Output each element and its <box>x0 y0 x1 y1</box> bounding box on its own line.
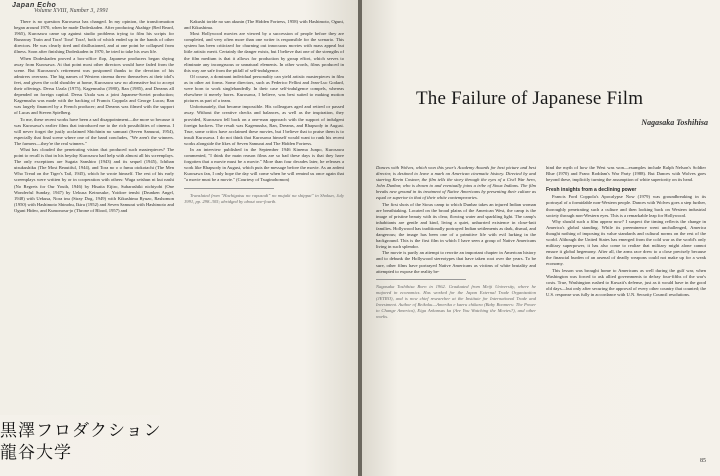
translation-note: Translated from "Hachigatsu no rapusodi" no mujaki na shippai" in Shokun, July 1991, pp. 298–305; abridged by about one-fourth. <box>184 192 344 204</box>
right-page <box>362 0 720 476</box>
left-column-1 <box>14 19 174 214</box>
watermark-line: 龍谷大学 <box>0 443 72 463</box>
paragraph: To me, these recent works have been a sad disappointment—the more so because it was Kurosawa's earlier films that introduced me to the rich possibilities of cinema. I will never forget the justly acclaimed Shichinin no samurai (Seven Samurai, 1954), especially that final scene where one of the band concludes, "We aren't the winners. The farmers—they're the real winners." <box>14 116 174 146</box>
left-page <box>0 0 358 476</box>
section-subhead: Fresh insights from a declining power <box>546 187 637 194</box>
paragraph: Unfortunately, that became impossible. His colleagues aged and retired or passed away. Without the creative checks and balances, as well as the inspiration, they provided, Kurosawa fell back on a one-man approach with the support of indulgent foreign backers. The result was Kagemusha, Ran, Dreams, and Rhapsody in August. True, some critics have acclaimed these movies, but I believe that to praise them is to insult Kurosawa. I do not think that Kurosawa himself would want to rank his recent works alongside the likes of Seven Samurai and The Hidden Fortress. <box>184 104 344 146</box>
paragraph: Francis Ford Coppola's Apocalypse Now (1979) was groundbreaking in its portrayal of a formidable non-Western people. Dances with Wolves goes a step further, thoroughly penetrating such a culture and then looking back on Western industrial society through non-Western eyes. This is a remarkable leap for Hollywood. <box>546 194 706 218</box>
paragraph: Kakushi toride no san akunin (The Hidden Fortress, 1958) with Hashimoto, Oguni, and Kikushima. <box>184 19 344 31</box>
article-author: Nagasaka Toshihisa <box>641 118 708 127</box>
right-column-2 <box>546 165 706 298</box>
paragraph: When Dodeskaden proved a box-office flop, Japanese producers began shying away from Kurosawa. At that point most other directors would have faded from the scene. But Kurosawa's retirement was postponed thanks to the devotion of his admirers overseas. The big names of Western cinema threw themselves at their idol's feet, and given the cold shoulder at home, Kurosawa saw no alternative but to accept their offerings. Dersu Uzala (1975), Kagemusha (1980), Ran (1985), and Dreams all depended on foreign capital. Dersu Uzala was a joint Japanese-Soviet production; Kagemusha was made with the backing of Francis Coppola and George Lucas; Ran was largely financed by a French producer; and Dreams was filmed with the support of Lucas and Steven Spielberg. <box>14 55 174 116</box>
paragraph: hind the myth of how the West was won—examples include Ralph Nelson's Soldier Blue (1970) and Franc Roddam's War Party (1988). But Dances with Wolves goes beyond these, implicitly turning the assumption of white superiority on its head. <box>546 165 706 183</box>
paragraph: The movie is partly an attempt to rewrite an important chapter in American history and to debunk the Hollywood stereotypes that have taken root over the years. To be sure, other films have portrayed Native Americans as victims of white brutality and attempted to expose the reality be- <box>376 250 536 274</box>
paragraph: Why should such a film appear now? I suspect the timing reflects the change in America's global standing. While its preeminence went unchallenged, America thought nothing of imposing its value standards and cultural norms on the rest of the world. Although the United States has emerged from the cold war as the world's only military superpower, it has also come to realize that military might alone cannot ensure it global hegemony. After all, the arms race drew to a close precisely because the financial burden of an arsenal of deadly weapons could not make up for a weak economy. <box>546 218 706 267</box>
author-bio: Nagasaka Toshihisa Born in 1962. Graduated from Meiji University, where he majored in economics. Has worked for the Japan External Trade Organization (JETRO), and is now chief researcher at the Institute for International Trade and Investment. Author of Beikoku—Amerika e kaeru chikara (Baby Boomers: The Power to Change America), Eiga Arkansas ka (Are You Watching the Movies?), and other works. <box>376 283 536 320</box>
issue-line: Volume XVIII, Number 3, 1991 <box>34 8 109 14</box>
divider <box>184 188 274 189</box>
divider <box>376 279 466 280</box>
paragraph: Most Hollywood movies are viewed by a succession of people before they are completed, and very often more than one writer is responsible for the scenario. This system has been criticized for churning out innocuous movies with mass appeal but little artistic merit. Certainly the danger exists, but I believe that one of the strengths of the film medium is that it allows for production by group effort, which serves to eliminate any incongruous or unnatural elements. In other words, films produced in this way are safe from the pitfall of self-indulgence. <box>184 31 344 73</box>
article-title: The Failure of Japanese Film <box>416 88 644 109</box>
paragraph: This lesson was brought home to Americans as well during the gulf war, when Washington was forced to ask allied governments to defray four-fifths of the war's costs. True, Washington rushed to Kuwait's defense, just as it would have in the good old days—but only after securing the approval of every other country that counted; the U.S. response was fully in accordance with U.N. Security Council resolutions. <box>546 267 706 297</box>
left-column-2 <box>184 19 344 205</box>
paragraph: Dances with Wolves, which won this year's Academy Awards for best picture and best director, is destined to leave a mark on American cinematic history. Directed by and starring Kevin Costner, the film tells the story through the eyes of a Civil War hero, John Dunbar, who is drawn to and eventually joins a tribe of Sioux Indians. The film breaks new ground in its treatment of Native Americans by presenting their culture as equal or superior to that of their white contemporaries. <box>376 165 536 201</box>
magazine-logo: Japan Echo <box>12 2 57 9</box>
watermark-line: 黒澤フロダクション <box>0 421 162 441</box>
paragraph: In an interview published in the September 1946 Kinema Junpo, Kurosawa commented, "I think the main reason films are so bad these days is that they have forgotten that a movie must be a movie." More than four decades later, he releases a work like Rhapsody in August, which puts the message before the movie. As an ardent Kurosawa fan, I only hope the day will come when he will remind us once again that "a movie must be a movie." (Courtesy of Tsuginohomon) <box>184 146 344 183</box>
page-number: 85 <box>700 458 706 464</box>
paragraph: What has clouded the penetrating vision that produced such masterpieces? The point to recall is that in his heyday Kurosawa had help with almost all his screenplays. The only exceptions are Sugata Sanshiro (1943) and its sequel (1945), Ichiban utsukushiku (The Most Beautiful, 1944), and Tora no o o fumu otokotachi (The Men Who Tread on the Tiger's Tail, 1945), which he wrote himself. The rest of his early screenplays were written by or in cooperation with others: Waga seishun ni kui nashi (No Regrets for Our Youth, 1946) by Hisaita Eijiro, Subarashiki nichiyobi (One Wonderful Sunday, 1947) by Uekusa Keinosuke, Yoidore tenshi (Drunken Angel, 1948) with Uekusa, Nora inu (Stray Dog, 1949) with Kikushima Ryuzo, Rashomon (1950) with Hashimoto Shinobu, Ikiru (1952) and Seven Samurai with Hashimoto and Oguni Hideo, and Kumonosu-jo (Throne of Blood, 1957) and <box>14 146 174 213</box>
right-column-1 <box>376 165 536 320</box>
paragraph: There is no question Kurosawa has changed. In my opinion, the transformation began around 1970, when he made Dodeskaden. After producing Akahige (Red Beard, 1965), Kurosawa came up against studio problems trying to film his scripts for Runaway Train and Tora! Tora! Tora!, both of which ended up in the hands of other directors. He was clearly tired and disillusioned, and at one point he collapsed from illness. Soon after finishing Dodeskaden in 1970, he tried to take his own life. <box>14 19 174 55</box>
paragraph: The first shots of the Sioux camp to which Dunbar takes an injured Indian woman are breathtaking. Located on the broad plains of the American West, the camp is the image of pristine beauty with its clear, flowing water and sparkling light. The camp's inhabitants are gentle and kind, living a quiet, unhurried existence in close-knit families. Hollywood has traditionally portrayed Indian settlements as dark, dismal, and dangerous; the image has been one of a primitive life with evil lurking in the background. This is the first film in which I have seen a group of Native Americans living in such splendor. <box>376 201 536 250</box>
paragraph: Of course, a dominant individual personality can yield artistic masterpieces in film as in other art forms. Some directors, such as Federico Fellini and Jean-Luc Godard, were born to work singlehandedly. In their case self-indulgence compels, whereas elsewhere it merely bores. Kurosawa, I believe, was best suited to making motion pictures as part of a team. <box>184 73 344 104</box>
watermark <box>0 420 162 464</box>
